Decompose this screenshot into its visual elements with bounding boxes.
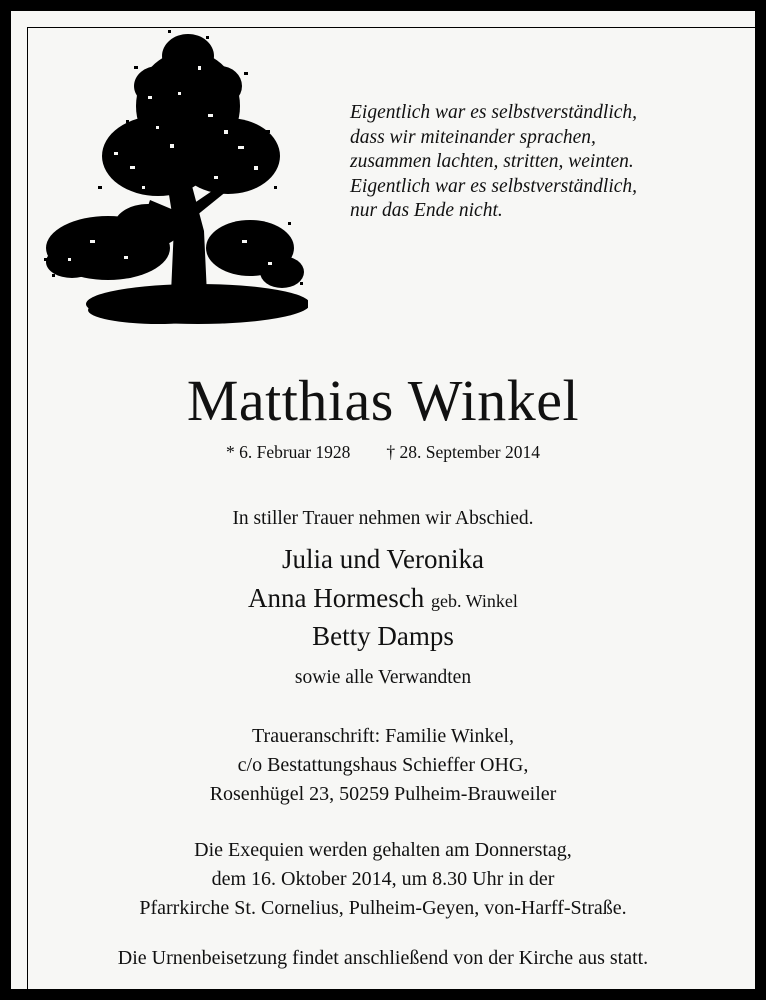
address-line: Rosenhügel 23, 50259 Pulheim-Brauweiler	[209, 783, 557, 805]
poem-line: Eigentlich war es selbstverständlich,	[350, 102, 638, 123]
poem-line: nur das Ende nicht.	[350, 200, 503, 221]
birth-date: * 6. Februar 1928	[225, 442, 351, 462]
poem-line: dass wir miteinander sprachen,	[350, 126, 596, 148]
life-dates	[0, 441, 766, 463]
poem	[350, 101, 730, 224]
mourner-line: Julia und Veronika	[282, 544, 484, 574]
mourner-name: Anna Hormesch	[248, 583, 425, 613]
urn-burial-note: Die Urnenbeisetzung findet anschließend von der Kirche aus statt.	[117, 947, 649, 969]
death-date: † 28. September 2014	[386, 442, 541, 462]
poem-line: zusammen lachten, stritten, weinten.	[350, 151, 634, 172]
deceased-name: Matthias Winkel	[186, 368, 580, 433]
mourning-address	[0, 722, 766, 809]
mourner-line	[0, 582, 766, 618]
relatives-line: sowie alle Verwandten	[294, 667, 472, 688]
mourner-line: Betty Damps	[312, 621, 454, 651]
service-line: Pfarrkirche St. Cornelius, Pulheim-Geyen, von-Harff-Straße.	[139, 897, 627, 919]
service-line: Die Exequien werden gehalten am Donnerstag,	[194, 839, 572, 861]
poem-line: Eigentlich war es selbstverständlich,	[350, 175, 638, 197]
service-line: dem 16. Oktober 2014, um 8.30 Uhr in der	[211, 868, 555, 890]
service-info	[0, 836, 766, 923]
maiden-name-note: geb. Winkel	[431, 591, 518, 611]
farewell-line: In stiller Trauer nehmen wir Abschied.	[232, 508, 534, 529]
tree-illustration	[38, 26, 308, 332]
address-line: c/o Bestattungshaus Schieffer OHG,	[237, 754, 529, 776]
address-line: Traueranschrift: Familie Winkel,	[252, 725, 514, 747]
